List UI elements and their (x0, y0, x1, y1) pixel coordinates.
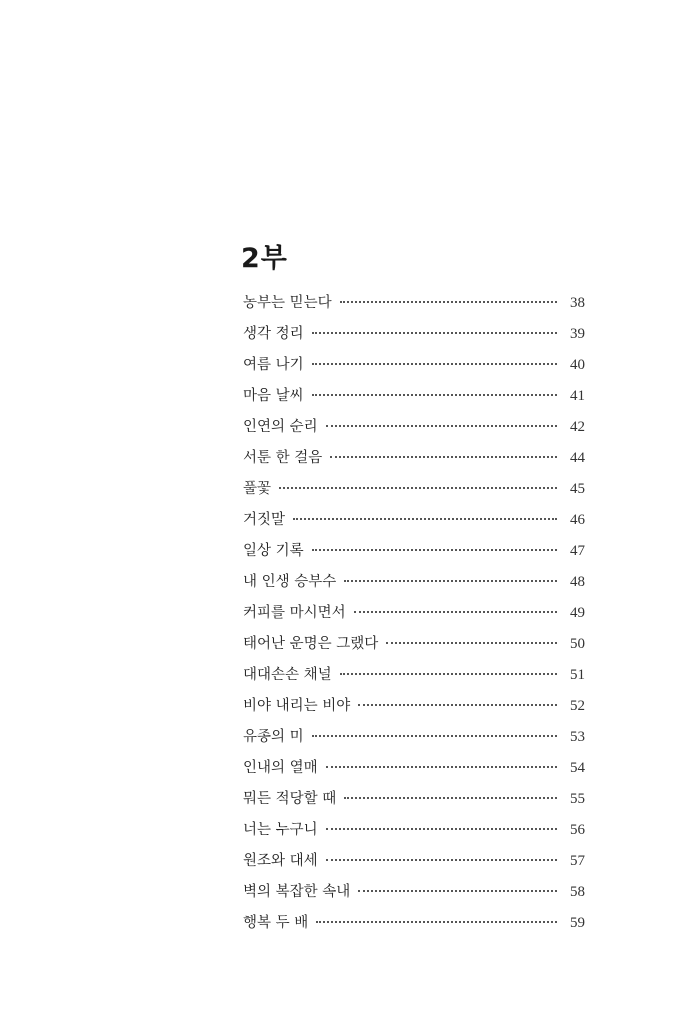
toc-entry-title: 농부는 믿는다 (243, 295, 332, 311)
toc-entry-title: 비야 내리는 비야 (243, 698, 351, 714)
toc-entry-title: 생각 정리 (243, 326, 304, 342)
toc-entry-title: 태어난 운명은 그랬다 (243, 636, 379, 652)
toc-entry-title: 거짓말 (243, 512, 286, 528)
table-of-contents (243, 288, 585, 939)
dot-leader (316, 921, 557, 923)
toc-entry[interactable] (243, 536, 585, 567)
toc-entry[interactable] (243, 412, 585, 443)
dot-leader (312, 549, 557, 551)
toc-entry-page: 54 (570, 760, 585, 776)
toc-entry[interactable] (243, 815, 585, 846)
toc-entry[interactable] (243, 288, 585, 319)
toc-entry-page: 47 (570, 543, 585, 559)
toc-entry[interactable] (243, 381, 585, 412)
toc-entry[interactable] (243, 598, 585, 629)
toc-entry-page: 40 (570, 357, 585, 373)
toc-entry-page: 53 (570, 729, 585, 745)
dot-leader (326, 828, 557, 830)
dot-leader (340, 301, 557, 303)
toc-entry-page: 52 (570, 698, 585, 714)
toc-entry-title: 대대손손 채널 (243, 667, 332, 683)
dot-leader (340, 673, 557, 675)
toc-entry-page: 44 (570, 450, 585, 466)
toc-entry-page: 57 (570, 853, 585, 869)
toc-entry[interactable] (243, 319, 585, 350)
dot-leader (344, 797, 557, 799)
toc-entry[interactable] (243, 660, 585, 691)
toc-entry-page: 55 (570, 791, 585, 807)
toc-entry-title: 풀꽃 (243, 481, 272, 497)
toc-entry-page: 46 (570, 512, 585, 528)
toc-entry-title: 서툰 한 걸음 (243, 450, 323, 466)
toc-entry-page: 59 (570, 915, 585, 931)
toc-entry[interactable] (243, 350, 585, 381)
toc-entry-page: 42 (570, 419, 585, 435)
toc-entry[interactable] (243, 691, 585, 722)
dot-leader (312, 363, 557, 365)
toc-entry[interactable] (243, 722, 585, 753)
toc-entry-title: 일상 기록 (243, 543, 304, 559)
toc-entry[interactable] (243, 443, 585, 474)
toc-entry[interactable] (243, 474, 585, 505)
section-title: 2부 (241, 243, 288, 275)
toc-entry[interactable] (243, 784, 585, 815)
dot-leader (326, 766, 557, 768)
toc-entry-page: 56 (570, 822, 585, 838)
dot-leader (312, 332, 557, 334)
dot-leader (344, 580, 557, 582)
dot-leader (326, 425, 557, 427)
toc-entry-title: 여름 나기 (243, 357, 304, 373)
toc-entry-title: 인연의 순리 (243, 419, 318, 435)
toc-entry-page: 41 (570, 388, 585, 404)
dot-leader (358, 704, 557, 706)
toc-entry[interactable] (243, 908, 585, 939)
toc-entry[interactable] (243, 629, 585, 660)
dot-leader (312, 735, 557, 737)
toc-entry[interactable] (243, 753, 585, 784)
toc-entry-page: 39 (570, 326, 585, 342)
dot-leader (312, 394, 557, 396)
toc-entry[interactable] (243, 846, 585, 877)
dot-leader (386, 642, 557, 644)
toc-entry-page: 38 (570, 295, 585, 311)
toc-entry-title: 원조와 대세 (243, 853, 318, 869)
toc-entry-title: 유종의 미 (243, 729, 304, 745)
toc-entry-title: 인내의 열매 (243, 760, 318, 776)
toc-entry-page: 45 (570, 481, 585, 497)
toc-entry-title: 마음 날씨 (243, 388, 304, 404)
dot-leader (293, 518, 557, 520)
toc-entry-page: 49 (570, 605, 585, 621)
toc-entry-page: 51 (570, 667, 585, 683)
toc-entry-title: 커피를 마시면서 (243, 605, 346, 621)
toc-entry-page: 50 (570, 636, 585, 652)
toc-entry[interactable] (243, 505, 585, 536)
toc-entry-title: 뭐든 적당할 때 (243, 791, 337, 807)
toc-entry[interactable] (243, 567, 585, 598)
toc-entry-title: 내 인생 승부수 (243, 574, 337, 590)
dot-leader (358, 890, 557, 892)
toc-entry-title: 벽의 복잡한 속내 (243, 884, 351, 900)
dot-leader (326, 859, 557, 861)
toc-entry-title: 행복 두 배 (243, 915, 309, 931)
toc-entry-page: 58 (570, 884, 585, 900)
dot-leader (279, 487, 557, 489)
toc-entry-page: 48 (570, 574, 585, 590)
toc-entry[interactable] (243, 877, 585, 908)
dot-leader (354, 611, 557, 613)
dot-leader (330, 456, 557, 458)
toc-entry-title: 너는 누구니 (243, 822, 318, 838)
